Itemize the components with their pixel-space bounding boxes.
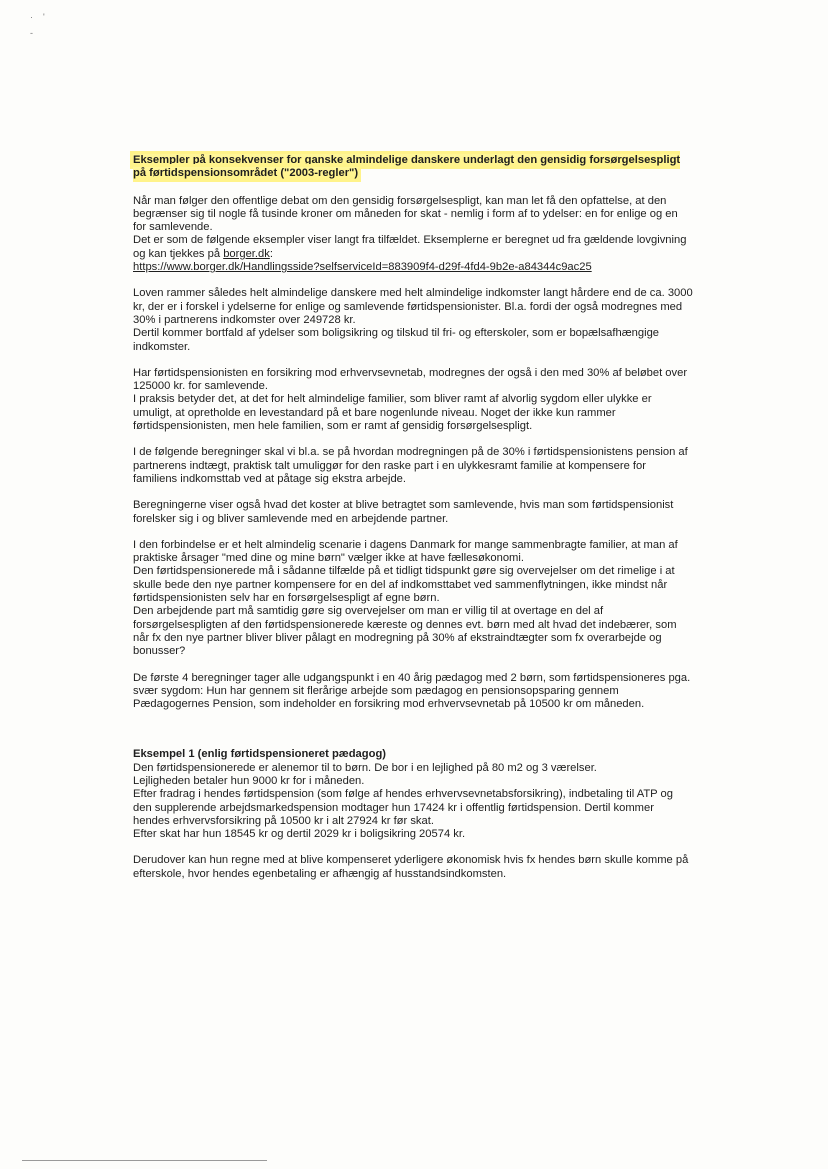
paragraph-insurance xyxy=(133,367,693,433)
highlighted-title xyxy=(133,154,693,181)
paragraph-cohabiting: Beregningerne viser også hvad det koster at blive betragtet som samlevende, hvis man som førtidspensionist forelsker sig i og bliver samlevende med en arbejdende partner. xyxy=(133,499,674,525)
borger-dk-url-link[interactable]: https://www.borger.dk/Handlingsside?selfserviceId=883909f4-d29f-4fd4-9b2e-a84344c9ac25 xyxy=(133,261,592,274)
example-1-text: Den førtidspensionerede er alenemor til to børn. De bor i en lejlighed på 80 m2 og 3 værelser. xyxy=(133,761,597,774)
page-title: Eksempler på konsekvenser for ganske almindelige danskere underlagt den gensidig forsørgelsespligt på førtidspensionsområdet ("2003-regler") xyxy=(133,154,681,180)
intro-text-1: Når man følger den offentlige debat om den gensidig forsørgelsespligt, kan man let få den opfattelse, at den begrænser sig til nogle få tusinde kroner om måneden for skat - nemlig i form af to ydelser: en for enlige og en for samlevende. xyxy=(133,194,678,234)
example-1-section xyxy=(133,748,693,841)
scan-artifact-mark: - xyxy=(30,28,33,38)
paragraph-first-calculations: De første 4 beregninger tager alle udgangspunkt i en 40 årig pædagog med 2 børn, som førtidspensioneres pga. svær sygdom: Hun har gennem sit flerårige arbejde som pædagog en pensionsopsparing gennem Pædagogernes Pension, som indeholder en forsikring mod erhvervsevnetab på 10500 kr om måneden. xyxy=(133,671,691,711)
paragraph-text: I den forbindelse er et helt almindelig scenarie i dagens Danmark for mange sammenbragte familier, at man af praktiske årsager "med dine og mine børn" vælger ikke at have fællesøkonomi. xyxy=(133,538,678,565)
footer-divider xyxy=(22,1160,267,1161)
section-spacer xyxy=(133,724,693,748)
example-1-text: Lejligheden betaler hun 9000 kr for i måneden. xyxy=(133,774,365,787)
paragraph-text: Har førtidspensionisten en forsikring mod erhvervsevnetab, modregnes der også i den med 30% af beløbet over 125000 kr. for samlevende. xyxy=(133,366,688,393)
scan-artifact-mark: · ' xyxy=(30,12,45,22)
paragraph-text: Den førtidspensionerede må i sådanne tilfælde på et tidligt tidspunkt gøre sig overvejelser om det rimelige i at skulle bede den nye partner kompensere for en del af indkomsttabet ved sammenflytningen, ikke mindst når førtidspensionisten selv har en forsørgelsespligt af egne børn. xyxy=(133,565,675,605)
paragraph-blended-families xyxy=(133,539,693,659)
paragraph-text: I praksis betyder det, at det for helt almindelige familier, som bliver ramt af alvorlig sygdom eller ulykke er umuligt, at opretholde en levestandard på et bare nogenlunde niveau. Noget der ikke kun rammer førtidspensionisten, men hele familien, som er ramt af gensidig forsørgelsespligt. xyxy=(133,393,652,433)
paragraph-law-impact xyxy=(133,287,693,353)
paragraph-text: Dertil kommer bortfald af ydelser som boligsikring og tilskud til fri- og efterskoler, som er bopælsafhængige indkomster. xyxy=(133,327,660,353)
paragraph-calculations: I de følgende beregninger skal vi bl.a. se på hvordan modregningen på de 30% i førtidspensionistens pension af partnerens indtægt, praktisk talt umuliggør for den raske part i en ulykkesramt familie at kompensere for familiens indkomsttab ved at påtage sig ekstra arbejde. xyxy=(133,446,688,485)
example-1-text: Efter skat har hun 18545 kr og dertil 2029 kr i boligsikring 20574 kr. xyxy=(133,828,466,841)
example-1-followup: Derudover kan hun regne med at blive kompenseret yderligere økonomisk hvis fx hendes børn skulle komme på efterskole, hvor hendes egenbetaling er afhængig af husstandsindkomsten. xyxy=(133,854,689,880)
borger-dk-link[interactable]: borger.dk xyxy=(223,247,270,260)
example-1-heading: Eksempel 1 (enlig førtidspensioneret pædagog) xyxy=(133,748,387,761)
document-body xyxy=(133,150,693,894)
intro-paragraph xyxy=(133,195,693,275)
intro-colon: : xyxy=(269,247,273,260)
paragraph-text: Loven rammer således helt almindelige danskere med helt almindelige indkomster langt hårdere end de ca. 3000 kr, der er i forskel i ydelserne for enlige og samlevende førtidspensionister. Bl.a. fordi der også modregnes med 30% i partnerens indkomster over 249728 kr. xyxy=(133,287,693,326)
example-1-text: Efter fradrag i hendes førtidspension (som følge af hendes erhvervsevnetabsforsikring), indbetaling til ATP og den supplerende arbejdsmarkedspension modtager hun 17424 kr i offentlig førtidspension. Dertil kommer hendes erhvervsforsikring på 10500 kr i alt 27924 kr før skat. xyxy=(133,788,673,827)
paragraph-text: Den arbejdende part må samtidig gøre sig overvejelser om man er villig til at overtage en del af forsørgelsespligten af den førtidspensionerede kæreste og dennes evt. børn med alt hvad det indebærer, som når fx den nye partner bliver bliver pålagt en modregning på 30% af ekstraindtægter som fx overarbejde og bonusser? xyxy=(133,605,677,658)
intro-text-2: Det er som de følgende eksempler viser langt fra tilfældet. Eksemplerne er beregnet ud fra gældende lovgivning og kan tjekkes på xyxy=(133,234,687,260)
